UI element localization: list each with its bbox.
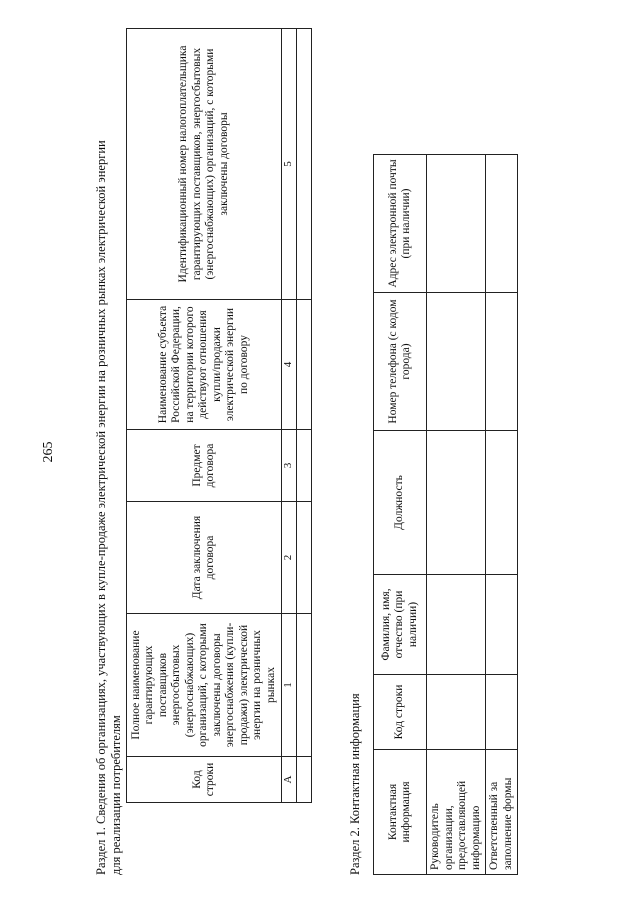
- header-phone: Номер телефона (с кодом города): [374, 293, 427, 431]
- col-number: 5: [282, 29, 297, 300]
- empty-cell[interactable]: [486, 155, 518, 293]
- header-row-code: Код строки: [127, 757, 282, 803]
- row-label-head-of-org: Руководитель организации, предоставляющей информацию: [427, 750, 486, 875]
- empty-cell[interactable]: [297, 300, 312, 430]
- col-number: 1: [282, 614, 297, 757]
- header-region-name: Наименование субъекта Российской Федерации, на территории которого действуют отношения купли/продажи электрической энергии по договору: [127, 300, 282, 430]
- header-contract-subject: Предмет договора: [127, 430, 282, 502]
- rotated-content: [88, 30, 628, 875]
- table-row: [486, 155, 518, 875]
- section2-title: Раздел 2. Контактная информация: [348, 693, 362, 875]
- col-number: 2: [282, 502, 297, 614]
- row-label-responsible: Ответственный за заполнение формы: [486, 750, 518, 875]
- contact-info-table: [373, 154, 518, 875]
- empty-cell[interactable]: [486, 431, 518, 575]
- organizations-table: [126, 28, 312, 803]
- page-number: 265: [41, 441, 56, 463]
- header-row-code: Код строки: [374, 675, 427, 750]
- empty-cell[interactable]: [486, 575, 518, 675]
- section1-title: [94, 75, 124, 875]
- header-inn: Идентификационный номер налогоплательщика гарантирующих поставщиков, энергосбытовых (энергоснабжающих) организаций, с которыми заключены договоры: [127, 29, 282, 300]
- header-email: Адрес электронной почты (при наличии): [374, 155, 427, 293]
- table1-number-row: [282, 29, 297, 803]
- empty-cell[interactable]: [427, 675, 486, 750]
- empty-cell[interactable]: [297, 502, 312, 614]
- empty-cell[interactable]: [297, 430, 312, 502]
- col-number: 4: [282, 300, 297, 430]
- table1-empty-row: [297, 29, 312, 803]
- table-row: [427, 155, 486, 875]
- col-number: А: [282, 757, 297, 803]
- empty-cell[interactable]: [427, 575, 486, 675]
- header-full-name: Полное наименование гарантирующих поставщиков энергосбытовых (энергоснабжающих) организаций, с которыми заключены договоры энергоснабжения (купли-продажи) электрической энергии на розничных рынках: [127, 614, 282, 757]
- header-position: Должность: [374, 431, 427, 575]
- empty-cell[interactable]: [486, 293, 518, 431]
- empty-cell[interactable]: [427, 293, 486, 431]
- empty-cell[interactable]: [486, 675, 518, 750]
- empty-cell[interactable]: [297, 614, 312, 757]
- table1-header-row: [127, 29, 282, 803]
- empty-cell[interactable]: [297, 29, 312, 300]
- header-full-name: Фамилия, имя, отчество (при наличии): [374, 575, 427, 675]
- header-contact-info: Контактная информация: [374, 750, 427, 875]
- empty-cell[interactable]: [297, 757, 312, 803]
- header-contract-date: Дата заключения договора: [127, 502, 282, 614]
- empty-cell[interactable]: [427, 431, 486, 575]
- empty-cell[interactable]: [427, 155, 486, 293]
- col-number: 3: [282, 430, 297, 502]
- section1-title-line2: для реализации потребителям: [109, 715, 123, 875]
- table2-header-row: [374, 155, 427, 875]
- section1-title-line1: Раздел 1. Сведения об организациях, участвующих в купле-продаже электрической энергии на розничных рынках электрической энергии: [94, 140, 108, 875]
